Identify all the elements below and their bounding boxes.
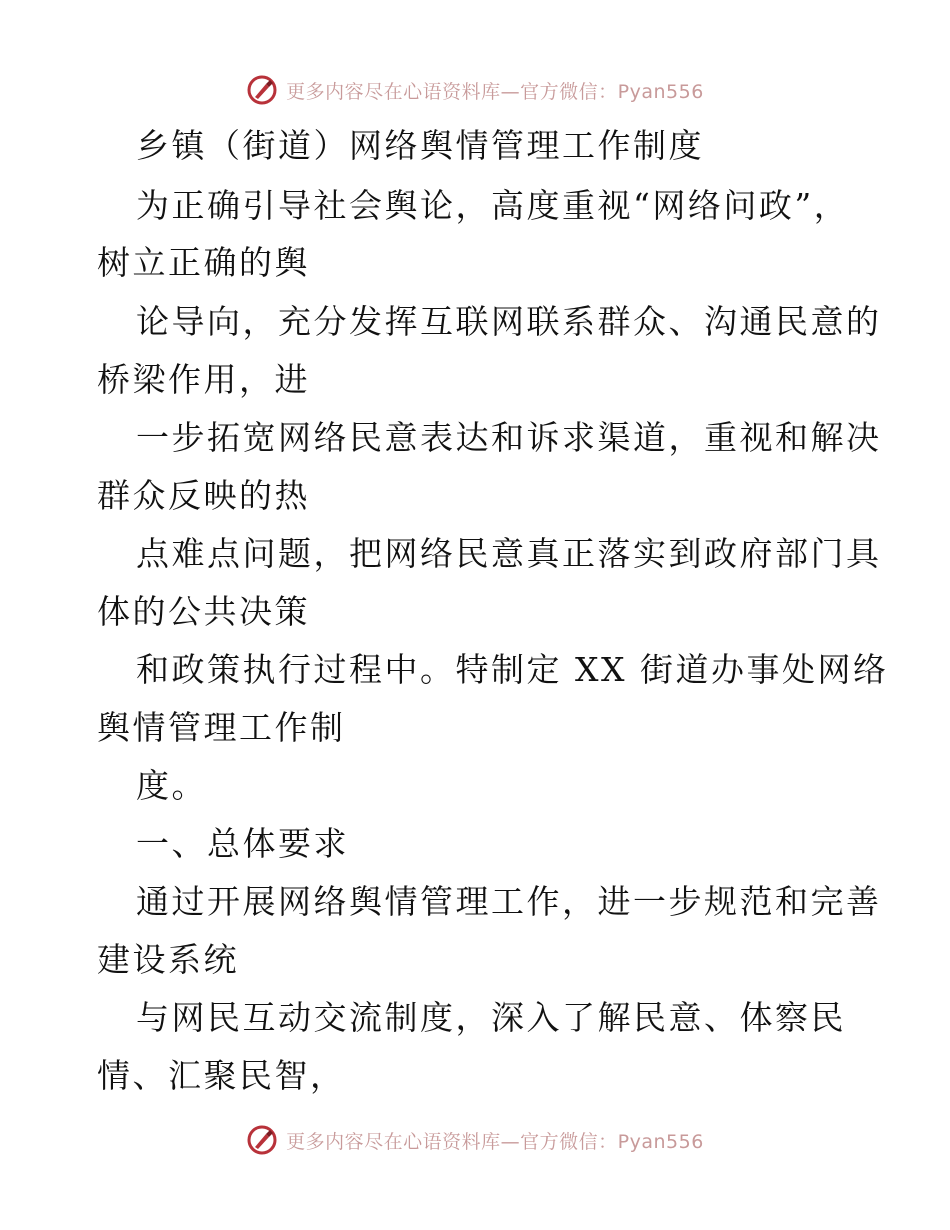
watermark-text: 更多内容尽在心语资料库—官方微信：Pyan556 xyxy=(286,80,704,103)
watermark-banner-top xyxy=(0,70,950,110)
paragraph-line: 情、汇聚民智， xyxy=(97,1056,346,1095)
paragraph-line: 和政策执行过程中。特制定 XX 街道办事处网络 xyxy=(136,650,889,689)
paragraph-line: 与网民互动交流制度，深入了解民意、体察民 xyxy=(136,998,846,1037)
paragraph-line: 为正确引导社会舆论，高度重视“网络问政”， xyxy=(136,186,850,225)
paragraph-line: 舆情管理工作制 xyxy=(97,708,346,747)
paragraph-line: 体的公共决策 xyxy=(97,592,310,631)
watermark-text: 更多内容尽在心语资料库—官方微信：Pyan556 xyxy=(286,1130,704,1153)
paragraph-line: 群众反映的热 xyxy=(97,476,310,515)
paragraph-line: 树立正确的舆 xyxy=(97,243,310,282)
paragraph-line: 论导向，充分发挥互联网联系群众、沟通民意的 xyxy=(136,302,882,341)
paragraph-line: 建设系统 xyxy=(97,940,239,979)
pen-logo-icon xyxy=(246,1124,278,1156)
paragraph-line: 点难点问题，把网络民意真正落实到政府部门具 xyxy=(136,534,882,573)
paragraph-line: 一步拓宽网络民意表达和诉求渠道，重视和解决 xyxy=(136,418,882,457)
watermark-banner-bottom xyxy=(0,1120,950,1160)
section-heading: 一、总体要求 xyxy=(136,824,349,863)
paragraph-line: 桥梁作用，进 xyxy=(97,360,310,399)
paragraph-line: 通过开展网络舆情管理工作，进一步规范和完善 xyxy=(136,882,882,921)
document-title: 乡镇（街道）网络舆情管理工作制度 xyxy=(136,126,704,165)
pen-logo-icon xyxy=(246,74,278,106)
paragraph-line: 度。 xyxy=(136,766,207,805)
